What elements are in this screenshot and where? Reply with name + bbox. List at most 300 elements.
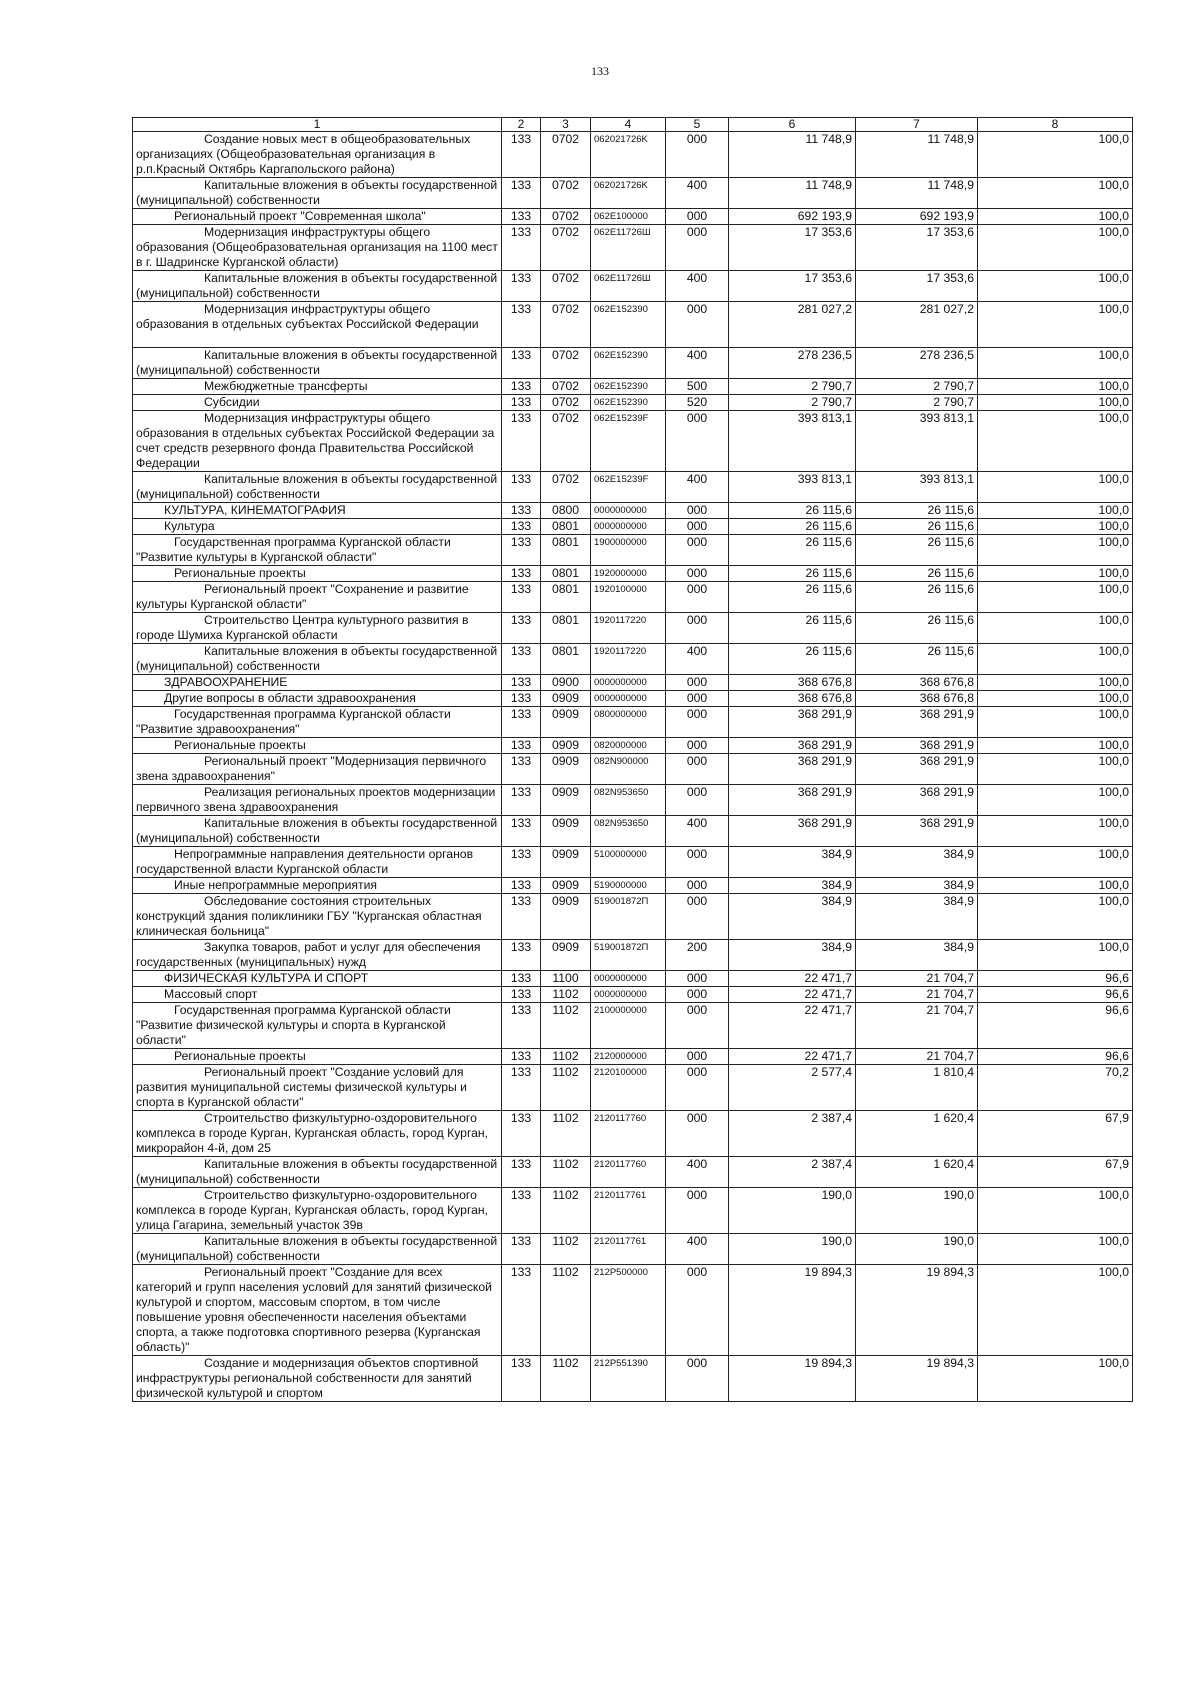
row-section-cell: 0702: [541, 271, 591, 302]
table-row: [133, 132, 1133, 178]
row-actual-cell: 393 813,1: [856, 411, 978, 472]
row-actual-cell: 368 291,9: [856, 707, 978, 738]
table-row: [133, 878, 1133, 894]
row-code-cell: 082N953650: [591, 816, 666, 847]
table-row: [133, 395, 1133, 411]
row-grbs-cell: 133: [502, 503, 541, 519]
row-percent-cell: 100,0: [978, 1265, 1133, 1356]
header-cell: 8: [978, 118, 1133, 132]
row-plan-cell: 2 577,4: [729, 1065, 856, 1111]
row-section-cell: 0702: [541, 348, 591, 379]
row-name-cell: Реализация региональных проектов модернизации первичного звена здравоохранения: [133, 785, 502, 816]
row-expense-type-cell: 200: [666, 940, 729, 971]
row-grbs-cell: 133: [502, 535, 541, 566]
table-row: [133, 940, 1133, 971]
row-expense-type-cell: 000: [666, 566, 729, 582]
row-grbs-cell: 133: [502, 738, 541, 754]
row-code-cell: 2120117761: [591, 1188, 666, 1234]
row-grbs-cell: 133: [502, 411, 541, 472]
table-row: [133, 1234, 1133, 1265]
table-row: [133, 1049, 1133, 1065]
row-actual-cell: 21 704,7: [856, 987, 978, 1003]
row-plan-cell: 26 115,6: [729, 503, 856, 519]
row-plan-cell: 368 291,9: [729, 754, 856, 785]
row-name-cell: Модернизация инфраструктуры общего образования в отдельных субъектах Российской Федерации: [133, 302, 502, 348]
table-row: [133, 675, 1133, 691]
table-row: [133, 566, 1133, 582]
row-plan-cell: 22 471,7: [729, 987, 856, 1003]
row-plan-cell: 26 115,6: [729, 582, 856, 613]
row-section-cell: 1102: [541, 1111, 591, 1157]
row-grbs-cell: 133: [502, 847, 541, 878]
row-grbs-cell: 133: [502, 1157, 541, 1188]
row-percent-cell: 100,0: [978, 519, 1133, 535]
row-expense-type-cell: 400: [666, 472, 729, 503]
row-expense-type-cell: 000: [666, 987, 729, 1003]
row-plan-cell: 384,9: [729, 847, 856, 878]
row-plan-cell: 190,0: [729, 1234, 856, 1265]
header-cell: 6: [729, 118, 856, 132]
table-row: [133, 209, 1133, 225]
row-plan-cell: 26 115,6: [729, 644, 856, 675]
header-cell: 3: [541, 118, 591, 132]
row-section-cell: 0702: [541, 132, 591, 178]
row-actual-cell: 1 810,4: [856, 1065, 978, 1111]
row-section-cell: 0909: [541, 754, 591, 785]
row-code-cell: 0000000000: [591, 519, 666, 535]
row-grbs-cell: 133: [502, 675, 541, 691]
row-section-cell: 0702: [541, 472, 591, 503]
row-percent-cell: 100,0: [978, 566, 1133, 582]
row-expense-type-cell: 000: [666, 675, 729, 691]
row-name-cell: Иные непрограммные мероприятия: [133, 878, 502, 894]
row-grbs-cell: 133: [502, 582, 541, 613]
row-percent-cell: 100,0: [978, 225, 1133, 271]
row-actual-cell: 26 115,6: [856, 503, 978, 519]
row-actual-cell: 368 676,8: [856, 675, 978, 691]
table-row: [133, 302, 1133, 348]
row-percent-cell: 96,6: [978, 1003, 1133, 1049]
table-row: [133, 178, 1133, 209]
table-row: [133, 987, 1133, 1003]
row-grbs-cell: 133: [502, 225, 541, 271]
header-cell: 5: [666, 118, 729, 132]
row-code-cell: 0820000000: [591, 738, 666, 754]
row-name-cell: Капитальные вложения в объекты государственной (муниципальной) собственности: [133, 1157, 502, 1188]
table-row: [133, 519, 1133, 535]
row-code-cell: 1920000000: [591, 566, 666, 582]
row-section-cell: 0801: [541, 519, 591, 535]
row-code-cell: 1900000000: [591, 535, 666, 566]
row-grbs-cell: 133: [502, 816, 541, 847]
table-row: [133, 738, 1133, 754]
row-plan-cell: 2 387,4: [729, 1157, 856, 1188]
row-actual-cell: 1 620,4: [856, 1111, 978, 1157]
row-grbs-cell: 133: [502, 691, 541, 707]
row-plan-cell: 368 291,9: [729, 738, 856, 754]
row-code-cell: 062E100000: [591, 209, 666, 225]
row-plan-cell: 2 790,7: [729, 379, 856, 395]
row-actual-cell: 190,0: [856, 1188, 978, 1234]
row-plan-cell: 393 813,1: [729, 411, 856, 472]
row-section-cell: 0702: [541, 379, 591, 395]
row-section-cell: 0801: [541, 582, 591, 613]
row-section-cell: 0801: [541, 566, 591, 582]
row-actual-cell: 26 115,6: [856, 644, 978, 675]
row-grbs-cell: 133: [502, 1234, 541, 1265]
row-percent-cell: 100,0: [978, 503, 1133, 519]
row-name-cell: Капитальные вложения в объекты государственной (муниципальной) собственности: [133, 472, 502, 503]
row-expense-type-cell: 000: [666, 535, 729, 566]
row-name-cell: Государственная программа Курганской области "Развитие культуры в Курганской области": [133, 535, 502, 566]
row-percent-cell: 100,0: [978, 209, 1133, 225]
row-name-cell: Государственная программа Курганской области "Развитие физической культуры и спорта в Курганской области": [133, 1003, 502, 1049]
row-name-cell: Строительство физкультурно-оздоровительного комплекса в городе Курган, Курганская область, город Курган, микрорайон 4-й, дом 25: [133, 1111, 502, 1157]
table-row: [133, 847, 1133, 878]
row-percent-cell: 100,0: [978, 379, 1133, 395]
row-section-cell: 0909: [541, 816, 591, 847]
row-expense-type-cell: 000: [666, 847, 729, 878]
row-percent-cell: 67,9: [978, 1157, 1133, 1188]
row-percent-cell: 100,0: [978, 894, 1133, 940]
row-plan-cell: 393 813,1: [729, 472, 856, 503]
row-name-cell: ЗДРАВООХРАНЕНИЕ: [133, 675, 502, 691]
row-section-cell: 0909: [541, 691, 591, 707]
row-code-cell: 2100000000: [591, 1003, 666, 1049]
row-plan-cell: 384,9: [729, 894, 856, 940]
row-code-cell: 062E11726Ш: [591, 271, 666, 302]
row-code-cell: 2120117760: [591, 1157, 666, 1188]
row-expense-type-cell: 000: [666, 738, 729, 754]
table-row: [133, 1003, 1133, 1049]
row-actual-cell: 17 353,6: [856, 225, 978, 271]
table-row: [133, 785, 1133, 816]
row-code-cell: 5190000000: [591, 878, 666, 894]
row-code-cell: 0000000000: [591, 971, 666, 987]
row-percent-cell: 100,0: [978, 675, 1133, 691]
row-percent-cell: 100,0: [978, 707, 1133, 738]
row-expense-type-cell: 000: [666, 785, 729, 816]
row-percent-cell: 100,0: [978, 1188, 1133, 1234]
row-code-cell: 062E152390: [591, 395, 666, 411]
row-code-cell: 082N953650: [591, 785, 666, 816]
page-number: 133: [591, 64, 609, 78]
row-section-cell: 0801: [541, 613, 591, 644]
row-percent-cell: 100,0: [978, 785, 1133, 816]
row-expense-type-cell: 000: [666, 132, 729, 178]
row-name-cell: Массовый спорт: [133, 987, 502, 1003]
row-percent-cell: 100,0: [978, 178, 1133, 209]
row-grbs-cell: 133: [502, 395, 541, 411]
row-name-cell: Региональные проекты: [133, 1049, 502, 1065]
row-grbs-cell: 133: [502, 379, 541, 395]
row-expense-type-cell: 000: [666, 209, 729, 225]
row-plan-cell: 368 291,9: [729, 707, 856, 738]
row-grbs-cell: 133: [502, 894, 541, 940]
row-grbs-cell: 133: [502, 209, 541, 225]
row-section-cell: 1102: [541, 1049, 591, 1065]
row-grbs-cell: 133: [502, 707, 541, 738]
row-expense-type-cell: 400: [666, 271, 729, 302]
row-code-cell: 2120100000: [591, 1065, 666, 1111]
row-expense-type-cell: 000: [666, 894, 729, 940]
row-percent-cell: 96,6: [978, 1049, 1133, 1065]
row-name-cell: Закупка товаров, работ и услуг для обеспечения государственных (муниципальных) нужд: [133, 940, 502, 971]
row-section-cell: 1102: [541, 1188, 591, 1234]
row-expense-type-cell: 500: [666, 379, 729, 395]
row-section-cell: 1102: [541, 1265, 591, 1356]
row-expense-type-cell: 000: [666, 691, 729, 707]
row-code-cell: 062E152390: [591, 302, 666, 348]
row-expense-type-cell: 000: [666, 613, 729, 644]
row-expense-type-cell: 000: [666, 707, 729, 738]
row-name-cell: Непрограммные направления деятельности органов государственной власти Курганской области: [133, 847, 502, 878]
row-actual-cell: 11 748,9: [856, 132, 978, 178]
row-expense-type-cell: 000: [666, 754, 729, 785]
row-code-cell: 062021726K: [591, 132, 666, 178]
row-name-cell: Региональный проект "Модернизация первичного звена здравоохранения": [133, 754, 502, 785]
table-row: [133, 1188, 1133, 1234]
row-percent-cell: 70,2: [978, 1065, 1133, 1111]
row-percent-cell: 100,0: [978, 271, 1133, 302]
row-expense-type-cell: 000: [666, 1049, 729, 1065]
row-actual-cell: 19 894,3: [856, 1356, 978, 1402]
row-section-cell: 0909: [541, 878, 591, 894]
row-expense-type-cell: 000: [666, 1188, 729, 1234]
budget-table: [132, 117, 1133, 1402]
row-section-cell: 0801: [541, 644, 591, 675]
header-cell: 1: [133, 118, 502, 132]
table-row: [133, 1065, 1133, 1111]
row-plan-cell: 11 748,9: [729, 178, 856, 209]
row-actual-cell: 21 704,7: [856, 1003, 978, 1049]
row-grbs-cell: 133: [502, 940, 541, 971]
row-plan-cell: 190,0: [729, 1188, 856, 1234]
row-name-cell: Региональный проект "Современная школа": [133, 209, 502, 225]
row-actual-cell: 2 790,7: [856, 379, 978, 395]
row-percent-cell: 100,0: [978, 878, 1133, 894]
row-name-cell: Региональный проект "Создание для всех категорий и групп населения условий для занятий физической культурой и спортом, массовым спортом, в том числе повышение уровня обеспеченности населения объектами спорта, а также подготовка спортивного резерва (Курганская область)": [133, 1265, 502, 1356]
row-percent-cell: 100,0: [978, 535, 1133, 566]
row-plan-cell: 692 193,9: [729, 209, 856, 225]
row-plan-cell: 384,9: [729, 940, 856, 971]
row-percent-cell: 100,0: [978, 847, 1133, 878]
row-expense-type-cell: 400: [666, 816, 729, 847]
header-cell: 2: [502, 118, 541, 132]
row-name-cell: Другие вопросы в области здравоохранения: [133, 691, 502, 707]
row-percent-cell: 100,0: [978, 582, 1133, 613]
row-percent-cell: 96,6: [978, 987, 1133, 1003]
row-section-cell: 1102: [541, 1234, 591, 1265]
row-plan-cell: 368 291,9: [729, 816, 856, 847]
table-row: [133, 535, 1133, 566]
row-percent-cell: 100,0: [978, 411, 1133, 472]
row-grbs-cell: 133: [502, 987, 541, 1003]
row-grbs-cell: 133: [502, 1265, 541, 1356]
row-percent-cell: 100,0: [978, 302, 1133, 348]
row-code-cell: 519001872П: [591, 940, 666, 971]
table-row: [133, 348, 1133, 379]
row-plan-cell: 22 471,7: [729, 971, 856, 987]
row-expense-type-cell: 000: [666, 302, 729, 348]
row-grbs-cell: 133: [502, 472, 541, 503]
row-actual-cell: 26 115,6: [856, 613, 978, 644]
row-name-cell: Капитальные вложения в объекты государственной (муниципальной) собственности: [133, 178, 502, 209]
row-percent-cell: 100,0: [978, 472, 1133, 503]
row-percent-cell: 100,0: [978, 348, 1133, 379]
table-row: [133, 225, 1133, 271]
row-code-cell: 2120117761: [591, 1234, 666, 1265]
row-actual-cell: 368 291,9: [856, 754, 978, 785]
row-percent-cell: 100,0: [978, 691, 1133, 707]
row-code-cell: 1920117220: [591, 644, 666, 675]
row-code-cell: 062E15239F: [591, 472, 666, 503]
row-actual-cell: 1 620,4: [856, 1157, 978, 1188]
row-name-cell: Создание и модернизация объектов спортивной инфраструктуры региональной собственности для занятий физической культурой и спортом: [133, 1356, 502, 1402]
row-grbs-cell: 133: [502, 348, 541, 379]
row-grbs-cell: 133: [502, 1111, 541, 1157]
row-actual-cell: 692 193,9: [856, 209, 978, 225]
row-plan-cell: 2 387,4: [729, 1111, 856, 1157]
table-row: [133, 582, 1133, 613]
row-percent-cell: 100,0: [978, 132, 1133, 178]
row-code-cell: 0000000000: [591, 987, 666, 1003]
row-percent-cell: 100,0: [978, 644, 1133, 675]
row-section-cell: 0702: [541, 178, 591, 209]
row-plan-cell: 368 676,8: [729, 691, 856, 707]
row-actual-cell: 368 676,8: [856, 691, 978, 707]
row-section-cell: 0801: [541, 535, 591, 566]
row-percent-cell: 67,9: [978, 1111, 1133, 1157]
row-percent-cell: 96,6: [978, 971, 1133, 987]
row-name-cell: Обследование состояния строительных конструкций здания поликлиники ГБУ "Курганская областная клиническая больница": [133, 894, 502, 940]
table-row: [133, 1265, 1133, 1356]
row-expense-type-cell: 400: [666, 1234, 729, 1265]
table-row: [133, 707, 1133, 738]
row-section-cell: 0909: [541, 738, 591, 754]
row-actual-cell: 21 704,7: [856, 971, 978, 987]
row-code-cell: 062E152390: [591, 379, 666, 395]
table-row: [133, 1157, 1133, 1188]
row-expense-type-cell: 000: [666, 411, 729, 472]
row-code-cell: 0000000000: [591, 675, 666, 691]
row-section-cell: 1102: [541, 1003, 591, 1049]
row-actual-cell: 2 790,7: [856, 395, 978, 411]
row-name-cell: Региональный проект "Создание условий для развития муниципальной системы физической культуры и спорта в Курганской области": [133, 1065, 502, 1111]
row-actual-cell: 281 027,2: [856, 302, 978, 348]
row-section-cell: 1102: [541, 1065, 591, 1111]
row-actual-cell: 368 291,9: [856, 738, 978, 754]
row-actual-cell: 368 291,9: [856, 785, 978, 816]
row-code-cell: 1920100000: [591, 582, 666, 613]
table-row: [133, 271, 1133, 302]
table-row: [133, 613, 1133, 644]
row-grbs-cell: 133: [502, 1003, 541, 1049]
row-name-cell: Капитальные вложения в объекты государственной (муниципальной) собственности: [133, 644, 502, 675]
row-actual-cell: 384,9: [856, 940, 978, 971]
row-actual-cell: 21 704,7: [856, 1049, 978, 1065]
row-expense-type-cell: 000: [666, 1111, 729, 1157]
row-name-cell: КУЛЬТУРА, КИНЕМАТОГРАФИЯ: [133, 503, 502, 519]
row-expense-type-cell: 000: [666, 1265, 729, 1356]
row-section-cell: 0909: [541, 785, 591, 816]
row-section-cell: 0909: [541, 894, 591, 940]
row-plan-cell: 22 471,7: [729, 1049, 856, 1065]
row-code-cell: 062E152390: [591, 348, 666, 379]
row-grbs-cell: 133: [502, 1049, 541, 1065]
row-name-cell: Модернизация инфраструктуры общего образования (Общеобразовательная организация на 1100 мест в г. Шадринске Курганской области): [133, 225, 502, 271]
row-section-cell: 1102: [541, 987, 591, 1003]
row-code-cell: 2120117760: [591, 1111, 666, 1157]
table-row: [133, 754, 1133, 785]
row-code-cell: 212P551390: [591, 1356, 666, 1402]
row-plan-cell: 368 291,9: [729, 785, 856, 816]
row-actual-cell: 19 894,3: [856, 1265, 978, 1356]
row-actual-cell: 26 115,6: [856, 566, 978, 582]
row-section-cell: 0909: [541, 847, 591, 878]
row-name-cell: Строительство физкультурно-оздоровительного комплекса в городе Курган, Курганская область, город Курган, улица Гагарина, земельный участок 39в: [133, 1188, 502, 1234]
row-plan-cell: 19 894,3: [729, 1356, 856, 1402]
row-plan-cell: 278 236,5: [729, 348, 856, 379]
table-row: [133, 379, 1133, 395]
row-grbs-cell: 133: [502, 971, 541, 987]
row-code-cell: 062E15239F: [591, 411, 666, 472]
table-row: [133, 503, 1133, 519]
row-percent-cell: 100,0: [978, 738, 1133, 754]
row-actual-cell: 368 291,9: [856, 816, 978, 847]
row-plan-cell: 368 676,8: [729, 675, 856, 691]
row-plan-cell: 11 748,9: [729, 132, 856, 178]
row-expense-type-cell: 000: [666, 519, 729, 535]
row-code-cell: 0000000000: [591, 691, 666, 707]
row-name-cell: Региональные проекты: [133, 738, 502, 754]
table-row: [133, 644, 1133, 675]
row-plan-cell: 17 353,6: [729, 271, 856, 302]
row-actual-cell: 26 115,6: [856, 535, 978, 566]
row-expense-type-cell: 000: [666, 1356, 729, 1402]
row-expense-type-cell: 000: [666, 503, 729, 519]
row-plan-cell: 22 471,7: [729, 1003, 856, 1049]
row-actual-cell: 384,9: [856, 894, 978, 940]
row-actual-cell: 384,9: [856, 878, 978, 894]
row-grbs-cell: 133: [502, 1188, 541, 1234]
row-grbs-cell: 133: [502, 271, 541, 302]
row-plan-cell: 26 115,6: [729, 535, 856, 566]
row-grbs-cell: 133: [502, 519, 541, 535]
row-name-cell: Межбюджетные трансферты: [133, 379, 502, 395]
row-name-cell: Строительство Центра культурного развития в городе Шумиха Курганской области: [133, 613, 502, 644]
row-grbs-cell: 133: [502, 1356, 541, 1402]
row-code-cell: 519001872П: [591, 894, 666, 940]
row-section-cell: 0702: [541, 209, 591, 225]
row-code-cell: 1920117220: [591, 613, 666, 644]
row-actual-cell: 278 236,5: [856, 348, 978, 379]
row-name-cell: ФИЗИЧЕСКАЯ КУЛЬТУРА И СПОРТ: [133, 971, 502, 987]
row-name-cell: Региональный проект "Сохранение и развитие культуры Курганской области": [133, 582, 502, 613]
row-expense-type-cell: 000: [666, 1065, 729, 1111]
row-grbs-cell: 133: [502, 644, 541, 675]
table-header-row: [133, 118, 1133, 132]
row-actual-cell: 26 115,6: [856, 582, 978, 613]
row-plan-cell: 2 790,7: [729, 395, 856, 411]
header-cell: 4: [591, 118, 666, 132]
row-plan-cell: 17 353,6: [729, 225, 856, 271]
row-actual-cell: 17 353,6: [856, 271, 978, 302]
row-grbs-cell: 133: [502, 132, 541, 178]
row-plan-cell: 26 115,6: [729, 566, 856, 582]
row-plan-cell: 19 894,3: [729, 1265, 856, 1356]
row-grbs-cell: 133: [502, 754, 541, 785]
